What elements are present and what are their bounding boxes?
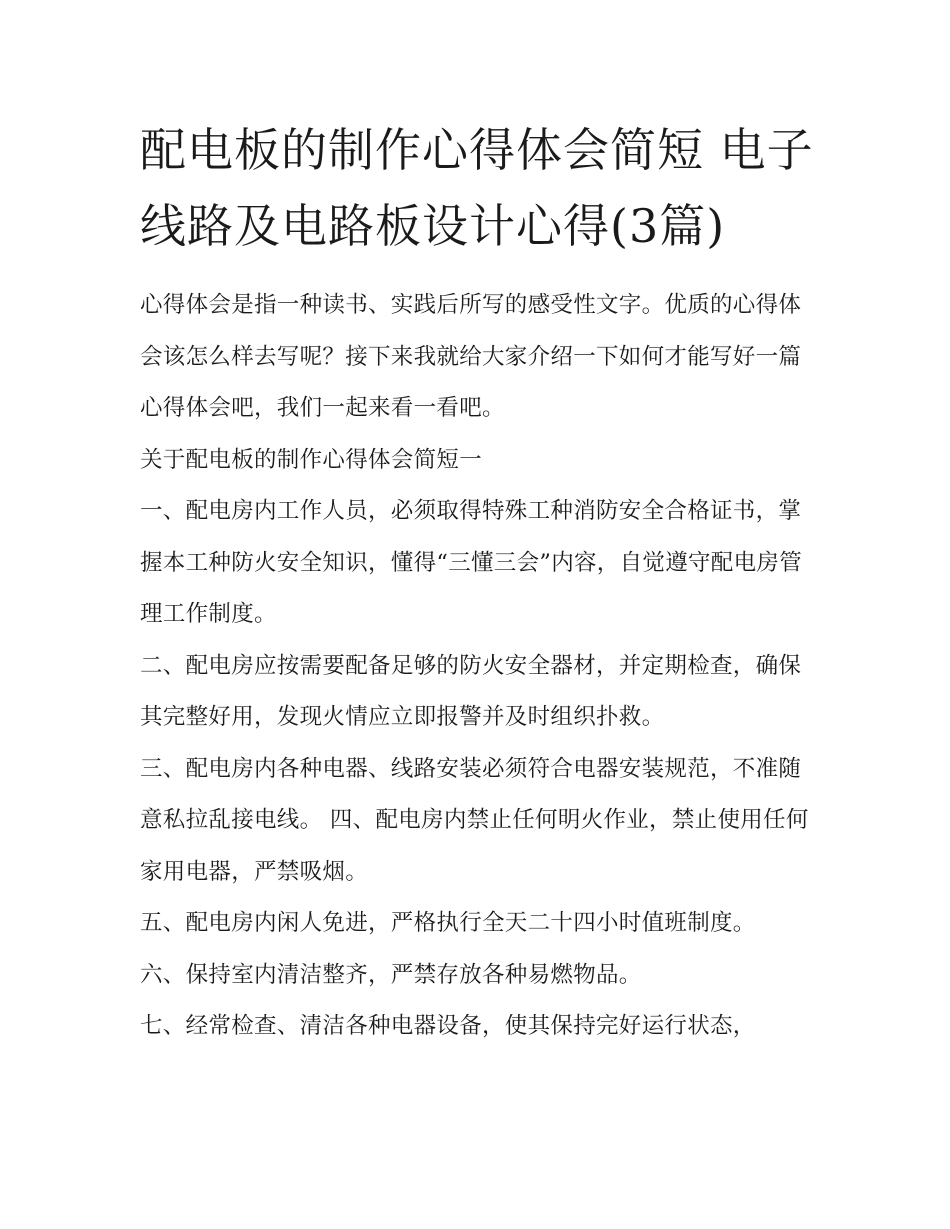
paragraph-rule-3-4: 三、配电房内各种电器、线路安装必须符合电器安装规范，不准随意私拉乱接电线。 四、配电房内禁止任何明火作业，禁止使用任何家用电器，严禁吸烟。 (140, 755, 809, 885)
paragraph-rule-2: 二、配电房应按需要配备足够的防火安全器材，并定期检查，确保其完整好用，发现火情应立即报警并及时组织扑救。 (140, 652, 802, 730)
paragraph-intro: 心得体会是指一种读书、实践后所写的感受性文字。优质的心得体会该怎么样去写呢？接下来我就给大家介绍一下如何才能写好一篇心得体会吧，我们一起来看一看吧。 (140, 292, 802, 421)
paragraph-rule-1: 一、配电房内工作人员，必须取得特殊工种消防安全合格证书，掌握本工种防火安全知识，懂得“三懂三会”内容，自觉遵守配电房管理工作制度。 (140, 498, 803, 627)
paragraph-rule-7: 七、经常检查、清洁各种电器设备，使其保持完好运行状态， (140, 1013, 756, 1039)
document-title: 配电板的制作心得体会简短 电子线路及电路板设计心得(3篇) (140, 123, 814, 253)
document-page (140, 112, 820, 1053)
paragraph-section-heading: 关于配电板的制作心得体会简短一 (140, 446, 483, 473)
paragraph-rule-5: 五、配电房内闲人免进，严格执行全天二十四小时值班制度。 (140, 910, 756, 936)
paragraph-rule-6: 六、保持室内清洁整齐，严禁存放各种易燃物品。 (140, 961, 642, 988)
